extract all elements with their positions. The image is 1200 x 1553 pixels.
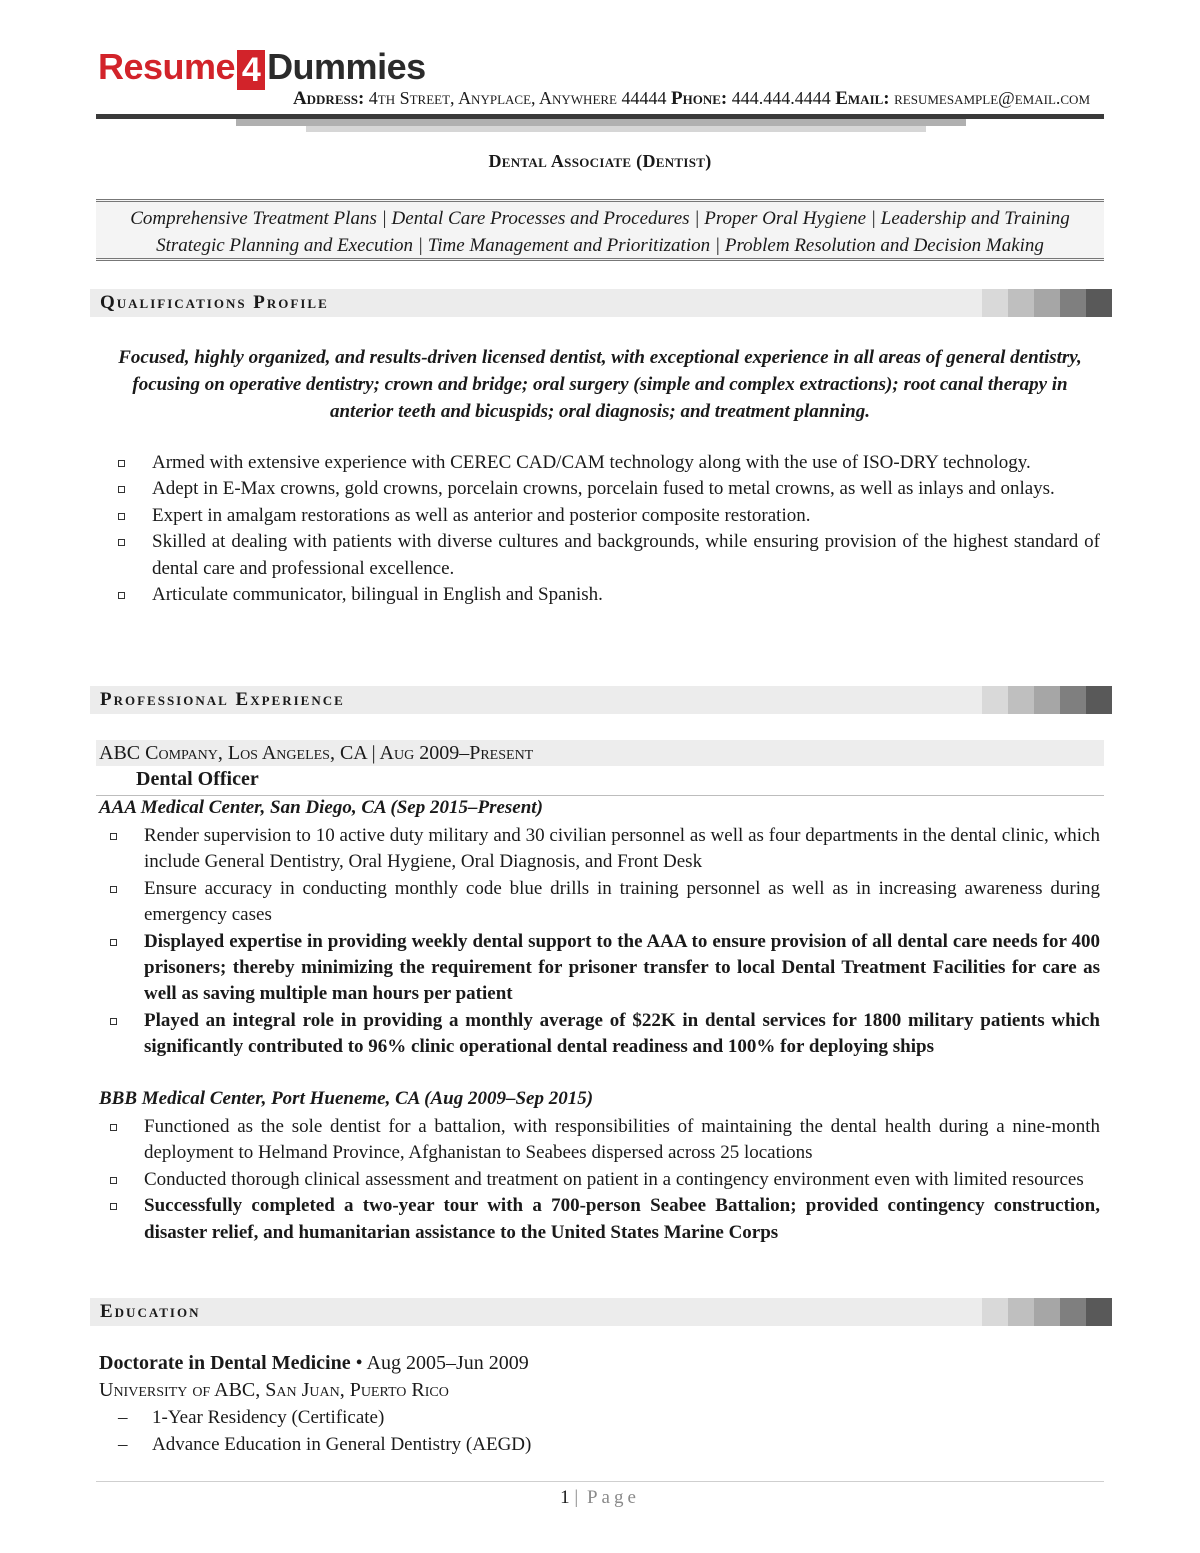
- section-header-education: [90, 1298, 1112, 1326]
- phone-value: 444.444.4444: [731, 88, 831, 108]
- section-header-experience: [90, 686, 1112, 714]
- page-separator: |: [574, 1487, 583, 1508]
- bbb-duties-list: [144, 1114, 1100, 1246]
- employer-heading-aaa: AAA Medical Center, San Diego, CA (Sep 2015–Present): [99, 797, 543, 818]
- dash-bullet: –: [118, 1407, 128, 1428]
- decorative-grey-blocks: [982, 1298, 1112, 1326]
- email-value[interactable]: resumesample@email.com: [894, 88, 1090, 108]
- skills-line-1: Comprehensive Treatment Plans | Dental Care Processes and Procedures | Proper Oral Hygiene | Leadership and Training: [130, 208, 1070, 229]
- aaa-duties-list: [144, 823, 1100, 1061]
- square-bullet-icon: [110, 833, 117, 840]
- list-item: Adept in E-Max crowns, gold crowns, porcelain crowns, porcelain fused to metal crowns, as well as inlays and onlays.: [152, 476, 1100, 502]
- square-bullet-icon: [110, 939, 117, 946]
- list-item: – 1-Year Residency (Certificate): [118, 1405, 531, 1432]
- list-item: Functioned as the sole dentist for a battalion, with responsibilities of maintaining the dental health during a nine-month deployment to Helmand Province, Afghanistan to Seabees dispersed across 25 locations: [144, 1114, 1100, 1167]
- square-bullet-icon: [118, 592, 125, 599]
- square-bullet-icon: [110, 1203, 117, 1210]
- list-item: Played an integral role in providing a monthly average of $22K in dental services for 1800 military patients which significantly contributed to 96% clinic operational dental readiness and 100% for deploying ships: [144, 1008, 1100, 1061]
- bullet-separator-icon: •: [355, 1352, 363, 1374]
- list-item: Conducted thorough clinical assessment and treatment on patient in a contingency environment even with limited resources: [144, 1167, 1100, 1193]
- qualifications-list: [152, 450, 1100, 608]
- square-bullet-icon: [110, 886, 117, 893]
- square-bullet-icon: [110, 1018, 117, 1025]
- section-title: Education: [100, 1301, 201, 1322]
- list-item: Skilled at dealing with patients with diverse cultures and backgrounds, while ensuring provision of the highest standard of dental care and professional excellence.: [152, 529, 1100, 582]
- square-bullet-icon: [118, 513, 125, 520]
- footer-divider: [96, 1481, 1104, 1482]
- education-details-list: [118, 1405, 531, 1458]
- address-value: 4th Street, Anyplace, Anywhere 44444: [368, 88, 667, 108]
- list-item: – Advance Education in General Dentistry (AEGD): [118, 1432, 531, 1459]
- square-bullet-icon: [118, 539, 125, 546]
- list-item: Articulate communicator, bilingual in English and Spanish.: [152, 582, 1100, 608]
- skills-banner: [96, 199, 1104, 261]
- list-item: Ensure accuracy in conducting monthly code blue drills in training personnel as well as in increasing awareness during emergency cases: [144, 876, 1100, 929]
- position-title: Dental Officer: [136, 768, 259, 790]
- job-title: Dental Associate (Dentist): [488, 151, 712, 171]
- skills-line-2: Strategic Planning and Execution | Time Management and Prioritization | Problem Resolution and Decision Making: [156, 235, 1044, 256]
- contact-line: [110, 88, 1090, 110]
- resume4dummies-logo: [98, 44, 426, 90]
- list-item: Expert in amalgam restorations as well as anterior and posterior composite restoration.: [152, 503, 1100, 529]
- decorative-grey-blocks: [982, 289, 1112, 317]
- degree-dates: Aug 2005–Jun 2009: [366, 1352, 529, 1374]
- logo-four-badge: 4: [237, 50, 265, 90]
- page-label: Page: [586, 1487, 640, 1508]
- square-bullet-icon: [118, 460, 125, 467]
- logo-text-dummies: Dummies: [267, 46, 426, 87]
- section-title: Qualifications Profile: [100, 292, 329, 313]
- list-item: Armed with extensive experience with CEREC CAD/CAM technology along with the use of ISO-DRY technology.: [152, 450, 1100, 476]
- square-bullet-icon: [110, 1177, 117, 1184]
- header-divider-light: [306, 126, 926, 132]
- list-item: Successfully completed a two-year tour with a 700-person Seabee Battalion; provided contingency construction, disaster relief, and humanitarian assistance to the United States Marine Corps: [144, 1193, 1100, 1246]
- square-bullet-icon: [110, 1124, 117, 1131]
- page-number: 1: [560, 1487, 570, 1508]
- logo-text-resume: Resume: [98, 46, 236, 87]
- profile-summary: Focused, highly organized, and results-driven licensed dentist, with exceptional experience in all areas of general dentistry, focusing on operative dentistry; crown and bridge; oral surgery (simple and complex extractions); root canal therapy in anterior teeth and bicuspids; oral diagnosis; and treatment planning.: [118, 347, 1082, 422]
- decorative-grey-blocks: [982, 686, 1112, 714]
- square-bullet-icon: [118, 486, 125, 493]
- list-item: Displayed expertise in providing weekly dental support to the AAA to ensure provision of all dental care needs for 400 prisoners; thereby minimizing the requirement for prisoner transfer to local Dental Treatment Facilities for care as well as saving multiple man hours per patient: [144, 929, 1100, 1008]
- company-line: ABC Company, Los Angeles, CA | Aug 2009–Present: [96, 740, 1104, 766]
- address-label: Address:: [292, 88, 365, 109]
- phone-label: Phone:: [671, 88, 728, 109]
- employer-heading-bbb: BBB Medical Center, Port Hueneme, CA (Aug 2009–Sep 2015): [99, 1088, 594, 1109]
- section-title: Professional Experience: [100, 689, 345, 710]
- degree-name: Doctorate in Dental Medicine: [99, 1352, 351, 1374]
- section-header-qualifications: [90, 289, 1112, 317]
- university-name: University of ABC, San Juan, Puerto Rico: [99, 1379, 449, 1401]
- list-item: Render supervision to 10 active duty military and 30 civilian personnel as well as four departments in the dental clinic, which include General Dentistry, Oral Hygiene, Oral Diagnosis, and Front Desk: [144, 823, 1100, 876]
- degree-line: [99, 1352, 529, 1375]
- dash-bullet: –: [118, 1433, 128, 1455]
- header-divider-grey: [236, 119, 966, 126]
- email-label: Email:: [835, 88, 890, 109]
- position-divider: [96, 795, 1104, 796]
- page-footer: [0, 1487, 1200, 1509]
